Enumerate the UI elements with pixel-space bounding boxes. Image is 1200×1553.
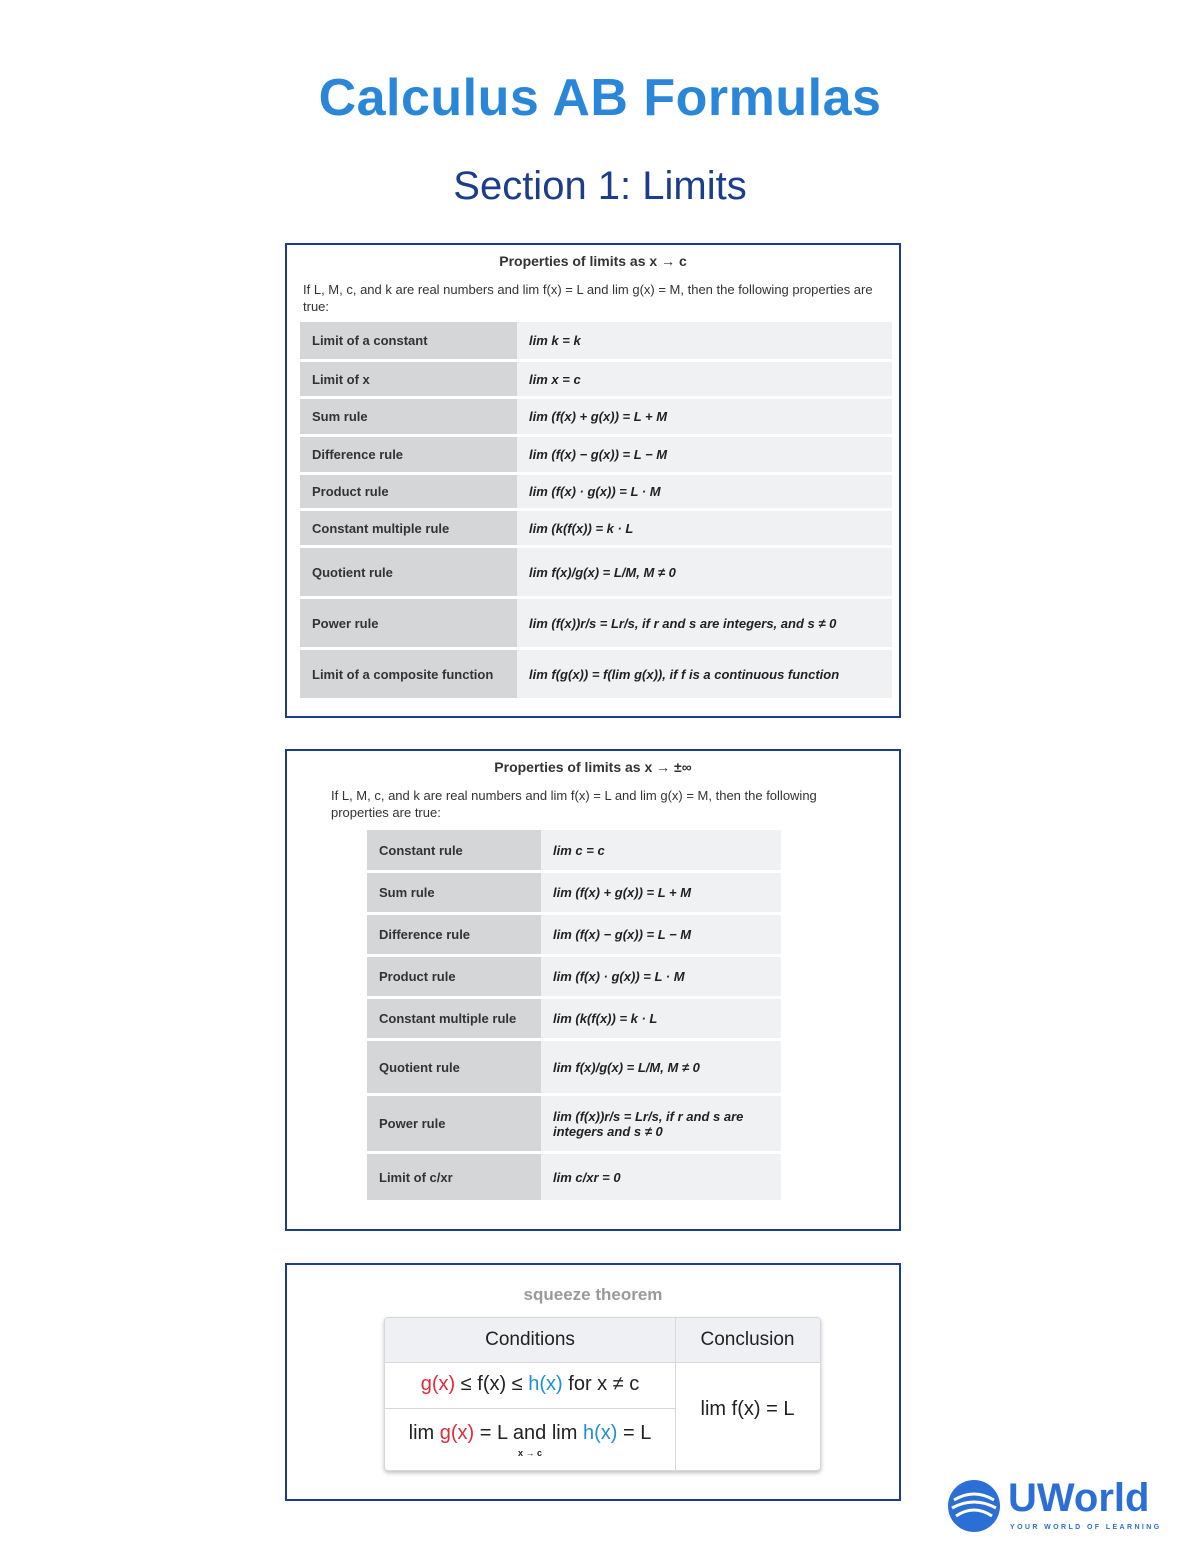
table-row: [300, 475, 892, 508]
rule-formula: lim f(x)/g(x) = L/M, M ≠ 0: [517, 548, 892, 596]
rule-formula: lim (f(x) · g(x)) = L · M: [517, 475, 892, 508]
limits-tail: = L: [617, 1422, 652, 1444]
box-intro: If L, M, c, and k are real numbers and lim f(x) = L and lim g(x) = M, then the following properties are true:: [303, 282, 873, 314]
box-title: squeeze theorem: [523, 1285, 663, 1304]
condition-inequality: [385, 1373, 675, 1396]
conclusion-header: Conclusion: [700, 1329, 795, 1350]
rule-formula: lim f(x)/g(x) = L/M, M ≠ 0: [541, 1041, 781, 1093]
rule-name: Sum rule: [367, 873, 541, 912]
inequality-middle: ≤ f(x) ≤: [455, 1373, 529, 1395]
table-row: [367, 830, 781, 870]
table-row: [367, 873, 781, 912]
lim-g: lim: [408, 1422, 435, 1444]
rule-formula: lim (f(x) + g(x)) = L + M: [517, 399, 892, 434]
rule-formula: lim c/xr = 0: [541, 1154, 781, 1200]
rule-name: Difference rule: [367, 915, 541, 954]
inequality-tail: for x ≠ c: [562, 1373, 640, 1395]
rule-name: Limit of a constant: [300, 322, 517, 359]
limits-middle: = L and: [474, 1422, 552, 1444]
table-row: [300, 437, 892, 472]
table-row: [367, 1041, 781, 1093]
rule-name: Power rule: [300, 599, 517, 647]
uworld-logo: [946, 1478, 1176, 1536]
rules-table: [367, 827, 781, 1203]
rule-name: Limit of c/xr: [367, 1154, 541, 1200]
limit-subscript: x → c: [517, 1448, 542, 1458]
g-of-x: g(x): [439, 1422, 475, 1444]
rule-formula: lim (f(x) + g(x)) = L + M: [541, 873, 781, 912]
table-row: [367, 1096, 781, 1151]
box-intro: If L, M, c, and k are real numbers and lim f(x) = L and lim g(x) = M, then the following properties are true:: [331, 788, 817, 820]
rule-formula: lim (f(x) · g(x)) = L · M: [541, 957, 781, 996]
table-row: [300, 548, 892, 596]
condition-limits: [385, 1422, 675, 1445]
conditions-header: Conditions: [485, 1329, 575, 1350]
globe-icon: [946, 1478, 1002, 1534]
rule-name: Quotient rule: [367, 1041, 541, 1093]
box-title: Properties of limits as x → c: [499, 253, 687, 269]
g-of-x: g(x): [420, 1373, 456, 1395]
rule-name: Product rule: [367, 957, 541, 996]
limits-at-c-box: [285, 243, 901, 718]
rule-formula: lim k = k: [517, 322, 892, 359]
table-row: [300, 322, 892, 359]
rule-name: Limit of a composite function: [300, 650, 517, 698]
rule-formula: lim x = c: [517, 362, 892, 396]
table-row: [367, 915, 781, 954]
squeeze-theorem-box: [285, 1263, 901, 1501]
rule-name: Constant multiple rule: [300, 511, 517, 545]
conclusion: lim f(x) = L: [700, 1398, 795, 1420]
table-row: [367, 999, 781, 1038]
rule-name: Power rule: [367, 1096, 541, 1151]
table-row: [367, 1154, 781, 1200]
rule-name: Constant rule: [367, 830, 541, 870]
page-title: Calculus AB Formulas: [318, 69, 882, 127]
rule-formula: lim (k(f(x)) = k · L: [517, 511, 892, 545]
squeeze-table: [384, 1317, 821, 1471]
rule-name: Constant multiple rule: [367, 999, 541, 1038]
rule-formula: lim f(g(x)) = f(lim g(x)), if f is a continuous function: [517, 650, 892, 698]
h-of-x: h(x): [528, 1373, 563, 1395]
section-heading: Section 1: Limits: [453, 164, 747, 208]
lim-h: lim: [551, 1422, 578, 1444]
table-row: [300, 650, 892, 698]
table-row: [300, 362, 892, 396]
row-divider: [385, 1408, 675, 1409]
rules-table: [300, 319, 892, 701]
rule-formula: lim (k(f(x)) = k · L: [541, 999, 781, 1038]
limits-at-infinity-box: [285, 749, 901, 1231]
rule-name: Quotient rule: [300, 548, 517, 596]
rule-name: Limit of x: [300, 362, 517, 396]
rule-formula: lim (f(x) − g(x)) = L − M: [517, 437, 892, 472]
column-divider: [675, 1318, 676, 1470]
table-row: [300, 599, 892, 647]
h-of-x: h(x): [582, 1422, 618, 1444]
table-row: [367, 957, 781, 996]
rule-formula: lim c = c: [541, 830, 781, 870]
rule-formula: lim (f(x))r/s = Lr/s, if r and s are integers, and s ≠ 0: [517, 599, 892, 647]
logo-wordmark: UWorld: [1008, 1476, 1150, 1520]
rule-formula: lim (f(x))r/s = Lr/s, if r and s are integers and s ≠ 0: [541, 1096, 781, 1151]
table-row: [300, 399, 892, 434]
logo-tagline: YOUR WORLD OF LEARNING: [1010, 1524, 1162, 1531]
box-title: Properties of limits as x → ±∞: [494, 759, 692, 775]
rule-name: Product rule: [300, 475, 517, 508]
rule-name: Difference rule: [300, 437, 517, 472]
table-row: [300, 511, 892, 545]
rule-name: Sum rule: [300, 399, 517, 434]
rule-formula: lim (f(x) − g(x)) = L − M: [541, 915, 781, 954]
